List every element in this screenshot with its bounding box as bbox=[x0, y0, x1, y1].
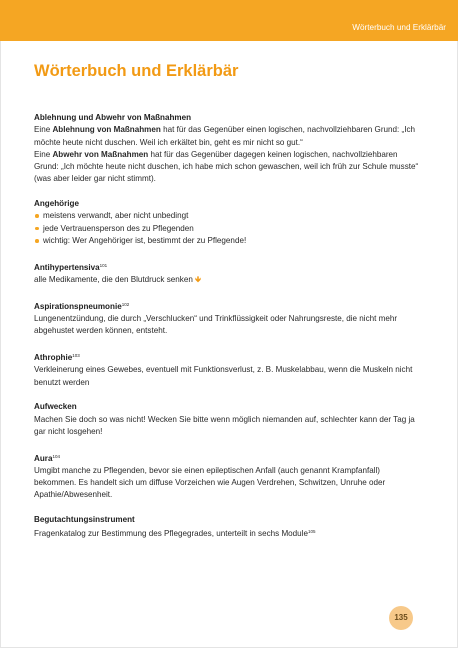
term: Aspirationspneumonie bbox=[34, 301, 122, 311]
header-bar bbox=[0, 0, 458, 41]
term: Athrophie bbox=[34, 353, 73, 363]
footnote-ref: 105 bbox=[308, 529, 316, 535]
definition-text: alle Medikamente, die den Blutdruck senken bbox=[34, 275, 193, 285]
list-item: jede Vertrauensperson des zu Pflegenden bbox=[34, 223, 422, 235]
term: Antihypertensiva bbox=[34, 262, 100, 272]
list-item: meistens verwandt, aber nicht unbedingt bbox=[34, 210, 422, 222]
definition-bold: Ablehnung von Maßnahmen bbox=[52, 125, 161, 135]
definition-bold: Abwehr von Maßnahmen bbox=[52, 149, 149, 159]
entry-begutachtungsinstrument bbox=[34, 514, 422, 541]
page-number-badge: 135 bbox=[389, 606, 413, 630]
definition-text: Eine bbox=[34, 149, 53, 159]
footnote-ref: 102 bbox=[121, 301, 130, 307]
definition: Machen Sie doch so was nicht! Wecken Sie bitte wenn möglich niemanden auf, schlechter kann der Tag ja gar nicht losgehen! bbox=[34, 414, 415, 436]
bullet-list bbox=[34, 210, 422, 247]
entry-antihypertensiva bbox=[34, 260, 422, 287]
definition-text: hat für das Gegenüber einen logischen, nachvollziehbaren Grund: „Ich möchte heute nicht duschen. Weil ich erkältet bin, geht es mir nicht so gut.“ bbox=[34, 125, 416, 147]
definition-text: Fragenkatalog zur Bestimmung des Pflegegrades, unterteilt in sechs Module bbox=[34, 529, 308, 539]
definition-text: hat für das Gegenüber dagegen keinen logischen, nachvollziehbaren Grund: „Ich möchte heute nicht duschen, ich habe mich schon gewaschen, weil ich früh zur Schule musste“ (was aber leider gar nicht stimmt). bbox=[34, 149, 419, 184]
list-item: wichtig: Wer Angehöriger ist, bestimmt der zu Pflegende! bbox=[34, 235, 422, 247]
running-header: Wörterbuch und Erklärbär bbox=[352, 23, 446, 32]
definition: Lungenentzündung, die durch „Verschlucken“ und Trinkflüssigkeit oder Nahrungsreste, die nicht mehr abgehustet werden können, entsteht. bbox=[34, 314, 398, 336]
glossary-content bbox=[34, 112, 422, 553]
term: Aufwecken bbox=[34, 402, 77, 412]
definition-text: Eine bbox=[34, 125, 53, 135]
definition bbox=[34, 124, 422, 149]
term: Ablehnung und Abwehr von Maßnahmen bbox=[34, 113, 192, 122]
definition bbox=[34, 149, 422, 186]
term: Angehörige bbox=[34, 199, 79, 209]
footnote-ref: 104 bbox=[52, 453, 60, 459]
definition: Umgibt manche zu Pflegenden, bevor sie einen epileptischen Anfall (auch genannt Krampfanfall) bekommen. Es handelt sich um diffuse Vorzeichen wie Augen Verdrehen, Schwitzen, Unruhe oder Apathie/Abwesenheit. bbox=[34, 465, 386, 500]
term: Begutachtungsinstrument bbox=[34, 515, 135, 525]
entry-aspirationspneumonie bbox=[34, 299, 422, 338]
arrow-down-icon: 🡻 bbox=[195, 275, 201, 285]
term-line bbox=[34, 299, 422, 313]
term-line bbox=[34, 451, 422, 465]
entry-aufwecken bbox=[34, 401, 422, 438]
entry-aura bbox=[34, 451, 422, 502]
term: Aura bbox=[34, 453, 53, 463]
definition bbox=[34, 526, 422, 540]
page-title: Wörterbuch und Erklärbär bbox=[34, 62, 239, 80]
entry-ablehnung bbox=[34, 112, 422, 186]
footnote-ref: 101 bbox=[99, 262, 108, 268]
term-line bbox=[34, 350, 422, 364]
entry-angehoerige bbox=[34, 198, 422, 247]
definition: Verkleinerung eines Gewebes, eventuell mit Funktionsverlust, z. B. Muskelabbau, wenn die Muskeln nicht benutzt werden bbox=[34, 365, 413, 387]
entry-athrophie bbox=[34, 350, 422, 389]
definition bbox=[34, 274, 422, 286]
footnote-ref: 103 bbox=[72, 353, 80, 359]
term-line bbox=[34, 260, 422, 274]
